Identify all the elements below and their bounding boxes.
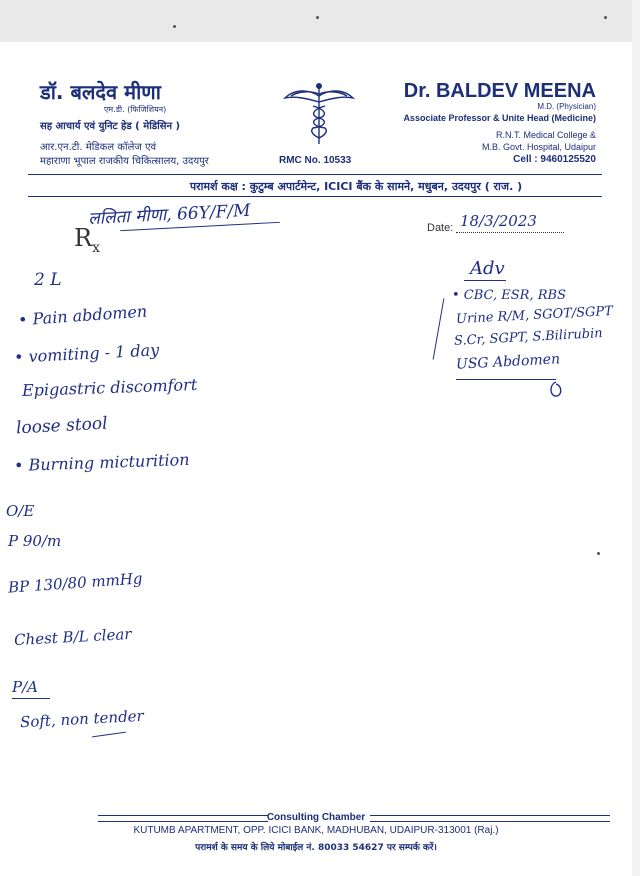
note-line: P/A	[12, 678, 38, 696]
date-label: Date:	[427, 222, 454, 234]
cell-number: Cell : 9460125520	[513, 154, 596, 165]
advice-line: Urine R/M, SGOT/SGPT	[455, 303, 614, 328]
header-rule-bottom	[28, 196, 602, 197]
advice-line: S.Cr, SGPT, S.Bilirubin	[453, 326, 603, 349]
scan-speck	[604, 16, 607, 19]
footer-address: KUTUMB APARTMENT, OPP. ICICI BANK, MADHUBAN, UDAIPUR-313001 (Raj.)	[133, 825, 499, 836]
doctor-name-hindi: डॉ. बलदेव मीणा	[40, 80, 161, 104]
advice-heading: Adv	[470, 258, 505, 279]
note-line: Chest B/L clear	[13, 624, 132, 650]
caduceus-icon	[283, 80, 355, 146]
hospital-english: M.B. Govt. Hospital, Udaipur	[481, 142, 596, 152]
college-hindi: आर.एन.टी. मेडिकल कॉलेज एवं	[40, 142, 157, 153]
note-line: loose stool	[15, 413, 109, 439]
scan-speck	[597, 552, 600, 555]
degree-english: M.D. (Physician)	[537, 102, 596, 111]
college-english: R.N.T. Medical College &	[495, 130, 596, 140]
doctor-name-english: Dr. BALDEV MEENA	[403, 80, 596, 102]
advice-underline	[456, 379, 556, 380]
consulting-address-hindi: परामर्श कक्ष : कुटुम्ब अपार्टमेन्ट, ICICI बैंक के सामने, मधुबन, उदयपुर ( राज. )	[189, 180, 523, 193]
footer-mobile-hindi: परामर्श के समय के लिये मोबाईल नं. 80033 54627 पर सम्पर्क करें।	[195, 843, 437, 853]
advice-line: USG Abdomen	[455, 351, 561, 373]
hospital-hindi: महाराणा भूपाल राजकीय चिकित्सालय, उदयपुर	[40, 156, 209, 167]
designation-english: Associate Professor & Unite Head (Medicine)	[403, 113, 596, 123]
note-line: 2 L	[34, 270, 62, 290]
note-line: • vomiting - 1 day	[13, 340, 160, 367]
note-line: • Pain abdomen	[17, 301, 148, 330]
signature-mark	[548, 380, 564, 398]
scan-speck	[316, 16, 319, 19]
note-line: • Burning micturition	[13, 449, 190, 476]
note-line: Epigastric discomfort	[21, 374, 198, 401]
footer-title: Consulting Chamber	[266, 812, 366, 823]
advice-heading-underline	[464, 280, 506, 281]
note-line: P 90/m	[8, 532, 62, 550]
scan-speck	[173, 25, 176, 28]
rx-symbol: $R_x$	[74, 224, 100, 256]
rmc-number: RMC No. 10533	[279, 155, 352, 166]
note-line: BP 130/80 mmHg	[7, 569, 144, 597]
degree-hindi: एम.डी. (फिजिशियन)	[104, 105, 167, 114]
date-handwritten: 18/3/2023	[460, 212, 537, 230]
note-line: O/E	[6, 502, 35, 520]
header-rule-top	[28, 174, 602, 175]
designation-hindi: सह आचार्य एवं युनिट हेड ( मेडिसिन )	[40, 121, 181, 132]
scan-margin	[632, 0, 640, 876]
note-underline	[12, 698, 50, 699]
note-line: Soft, non tender	[19, 706, 145, 732]
advice-line: • CBC, ESR, RBS	[452, 288, 566, 303]
date-dotted-line	[456, 232, 564, 233]
patient-name-age: ललिता मीणा, 66Y/F/M	[87, 200, 252, 230]
